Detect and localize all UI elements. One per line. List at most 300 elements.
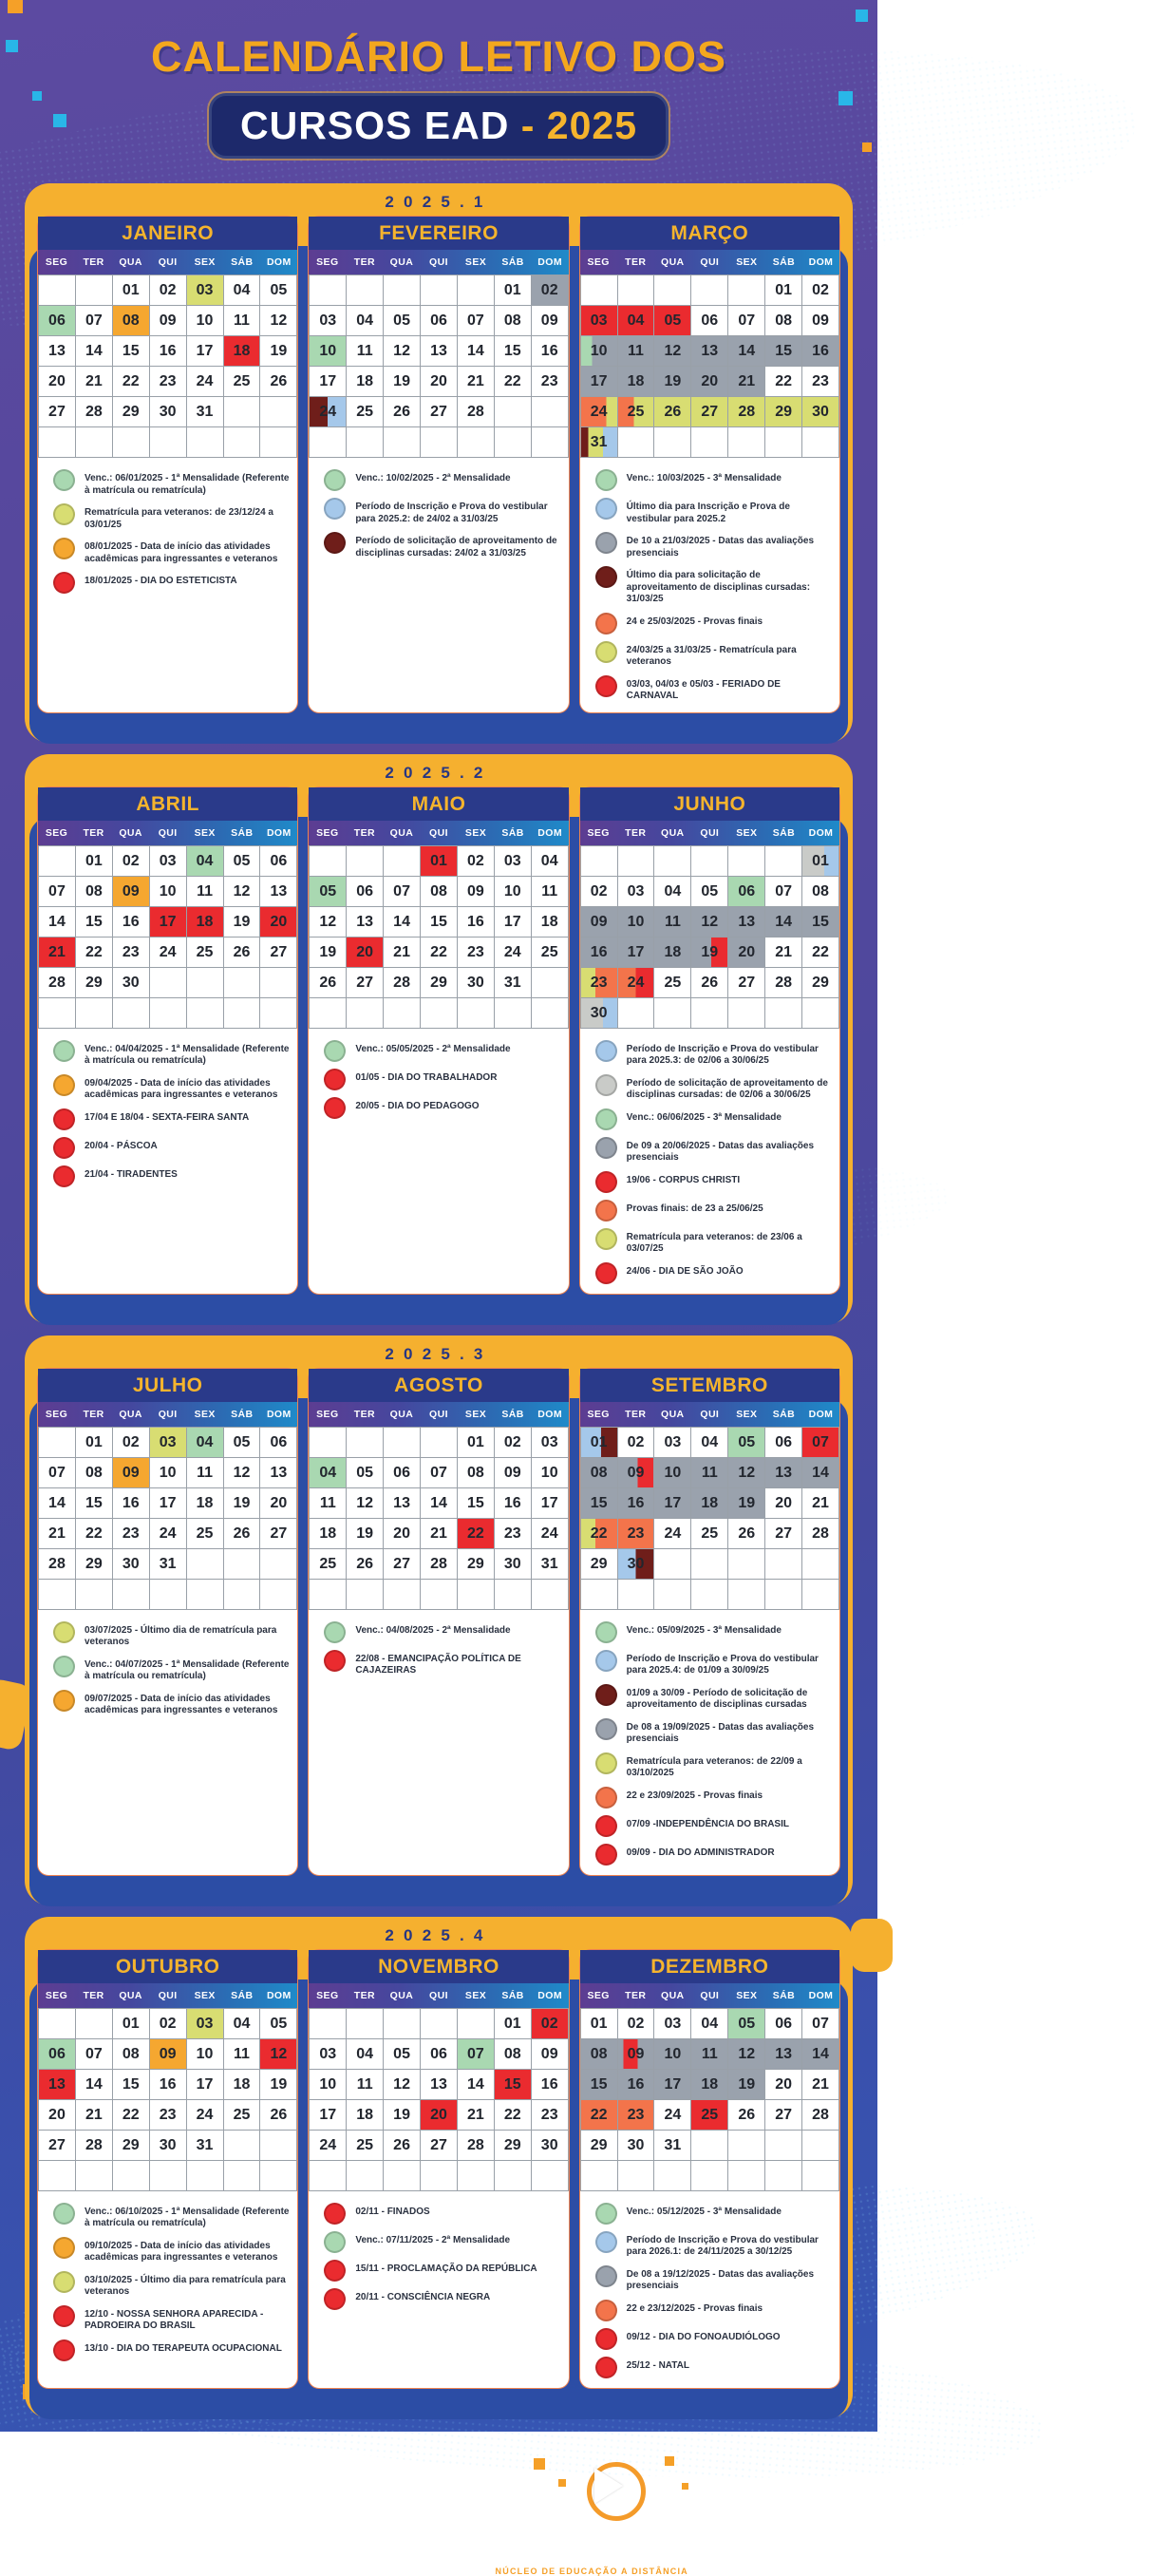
legend-color-dot — [595, 469, 617, 491]
day-cell: 09 — [495, 1458, 532, 1488]
month-legend — [580, 1029, 839, 1294]
day-cell: 10 — [532, 1458, 569, 1488]
day-cell: 25 — [187, 938, 224, 968]
day-cell: 22 — [765, 367, 802, 397]
legend-text: 25/12 - NATAL — [626, 2359, 689, 2371]
weekday-label: TER — [83, 256, 104, 268]
day-cell: 04 — [532, 846, 569, 877]
month-legend — [38, 1610, 297, 1727]
day-cell: 14 — [458, 2070, 495, 2100]
legend-color-dot — [324, 498, 346, 520]
day-cell-empty — [187, 2161, 224, 2191]
day-cell: 06 — [691, 306, 728, 336]
legend-item — [53, 2205, 290, 2230]
day-cell: 17 — [495, 907, 532, 938]
legend-text: Venc.: 05/05/2025 - 2ª Mensalidade — [355, 1043, 511, 1054]
day-cell: 03 — [310, 2039, 347, 2070]
day-cell-empty — [39, 1580, 76, 1610]
legend-color-dot — [595, 2300, 617, 2321]
month-grid — [309, 2008, 568, 2191]
day-cell-empty — [691, 846, 728, 877]
day-cell-empty — [618, 846, 655, 877]
legend-text: Período de Inscrição e Prova do vestibular para 2025.4: de 01/09 a 30/09/25 — [626, 1653, 819, 1676]
day-cell-empty — [495, 427, 532, 458]
legend-item — [53, 1110, 290, 1130]
day-cell: 20 — [260, 907, 297, 938]
weekday-label: QUI — [158, 256, 178, 268]
weekday-header — [38, 1402, 297, 1427]
legend-color-dot — [595, 1228, 617, 1250]
legend-text: 03/07/2025 - Último dia de rematrícula para veteranos — [85, 1624, 277, 1647]
day-cell: 23 — [532, 367, 569, 397]
legend-item — [595, 1652, 832, 1677]
day-cell: 18 — [187, 907, 224, 938]
legend-text: 19/06 - CORPUS CHRISTI — [626, 1174, 741, 1185]
day-cell: 29 — [76, 968, 113, 998]
day-cell: 15 — [76, 1488, 113, 1519]
day-cell: 23 — [618, 1519, 655, 1549]
legend-text: Período de solicitação de aproveitamento de disciplinas cursadas: de 02/06 a 30/06/25 — [626, 1077, 828, 1100]
day-cell-empty — [691, 275, 728, 306]
legend-item — [53, 1623, 290, 1649]
legend-item — [324, 1099, 560, 1119]
weekday-label: DOM — [808, 826, 834, 839]
month-panel-abril — [37, 786, 298, 1295]
day-cell: 28 — [384, 968, 421, 998]
month-title: ABRIL — [38, 787, 297, 821]
day-cell: 22 — [113, 2100, 150, 2131]
day-cell: 30 — [113, 968, 150, 998]
day-cell: 10 — [310, 336, 347, 367]
day-cell: 05 — [310, 877, 347, 907]
day-cell: 01 — [495, 2009, 532, 2039]
weekday-label: SÁB — [231, 256, 254, 268]
month-panel-outubro — [37, 1949, 298, 2389]
day-cell: 09 — [150, 2039, 187, 2070]
day-cell: 09 — [581, 907, 618, 938]
day-cell: 27 — [421, 397, 458, 427]
day-cell-empty — [802, 2131, 839, 2161]
day-cell: 23 — [458, 938, 495, 968]
day-cell: 11 — [532, 877, 569, 907]
weekday-label: SEX — [194, 1408, 216, 1420]
day-cell: 27 — [39, 397, 76, 427]
day-cell: 12 — [224, 877, 261, 907]
day-cell: 03 — [654, 1428, 691, 1458]
day-cell: 16 — [618, 2070, 655, 2100]
weekday-label: QUI — [429, 826, 448, 839]
day-cell-empty — [654, 2161, 691, 2191]
month-title: AGOSTO — [309, 1369, 568, 1402]
day-cell-empty — [691, 2131, 728, 2161]
day-cell: 28 — [76, 397, 113, 427]
day-cell-empty — [224, 1580, 261, 1610]
day-cell: 17 — [150, 1488, 187, 1519]
day-cell-empty — [347, 2009, 384, 2039]
day-cell-empty — [150, 968, 187, 998]
day-cell: 17 — [187, 336, 224, 367]
day-cell: 13 — [260, 877, 297, 907]
month-panel-janeiro — [37, 216, 298, 713]
day-cell: 20 — [728, 938, 765, 968]
legend-text: 03/03, 04/03 e 05/03 - FERIADO DE CARNAVAL — [626, 678, 781, 701]
day-cell: 18 — [224, 2070, 261, 2100]
legend-color-dot — [595, 2203, 617, 2225]
day-cell: 28 — [39, 968, 76, 998]
day-cell-empty — [347, 998, 384, 1029]
legend-item — [53, 1139, 290, 1159]
nead-logo — [496, 2485, 688, 2576]
weekday-label: SEX — [736, 1989, 758, 2001]
day-cell: 18 — [347, 367, 384, 397]
weekday-label: SÁB — [772, 1989, 796, 2001]
day-cell-empty — [310, 275, 347, 306]
quarter-label: 2025.3 — [385, 1344, 493, 1363]
day-cell: 02 — [150, 2009, 187, 2039]
day-cell: 01 — [421, 846, 458, 877]
day-cell: 13 — [728, 907, 765, 938]
weekday-label: QUA — [661, 1408, 685, 1420]
months-row — [37, 786, 840, 1295]
day-cell: 27 — [260, 938, 297, 968]
day-cell: 28 — [765, 968, 802, 998]
day-cell: 14 — [802, 1458, 839, 1488]
day-cell: 26 — [224, 1519, 261, 1549]
day-cell: 24 — [532, 1519, 569, 1549]
legend-item — [595, 1202, 832, 1222]
month-grid — [38, 275, 297, 458]
legend-color-dot — [53, 1137, 75, 1159]
day-cell: 19 — [691, 938, 728, 968]
legend-color-dot — [53, 572, 75, 594]
legend-item — [595, 1817, 832, 1837]
day-cell: 17 — [187, 2070, 224, 2100]
weekday-header — [309, 250, 568, 275]
day-cell: 12 — [260, 2039, 297, 2070]
legend-text: Último dia para Inscrição e Prova de vestibular para 2025.2 — [626, 502, 790, 524]
legend-text: Período de Inscrição e Prova do vestibular para 2025.3: de 02/06 a 30/06/25 — [626, 1043, 819, 1066]
poster-header — [0, 0, 877, 159]
poster-footer — [0, 2418, 877, 2576]
day-cell: 07 — [421, 1458, 458, 1488]
month-grid — [580, 1427, 839, 1610]
day-cell: 10 — [150, 1458, 187, 1488]
day-cell-empty — [310, 2009, 347, 2039]
day-cell-empty — [187, 1580, 224, 1610]
day-cell: 14 — [765, 907, 802, 938]
day-cell: 07 — [802, 2009, 839, 2039]
day-cell-empty — [224, 998, 261, 1029]
day-cell: 19 — [654, 367, 691, 397]
legend-color-dot — [595, 641, 617, 663]
day-cell: 08 — [421, 877, 458, 907]
legend-text: Venc.: 07/11/2025 - 2ª Mensalidade — [355, 2234, 511, 2245]
day-cell: 11 — [347, 2070, 384, 2100]
weekday-label: QUA — [389, 1989, 414, 2001]
day-cell: 26 — [654, 397, 691, 427]
legend-text: Venc.: 05/12/2025 - 3ª Mensalidade — [626, 2206, 782, 2217]
month-panel-agosto — [308, 1368, 569, 1876]
weekday-header — [38, 1983, 297, 2008]
day-cell-empty — [384, 1428, 421, 1458]
day-cell: 23 — [150, 367, 187, 397]
unifsm-wordmark: UNIFSM — [225, 2520, 377, 2563]
day-cell: 07 — [39, 1458, 76, 1488]
legend-color-dot — [324, 469, 346, 491]
day-cell: 07 — [802, 1428, 839, 1458]
day-cell-empty — [765, 1580, 802, 1610]
legend-item — [595, 2267, 832, 2293]
day-cell: 08 — [113, 306, 150, 336]
day-cell: 24 — [618, 968, 655, 998]
day-cell: 15 — [765, 336, 802, 367]
day-cell-empty — [347, 427, 384, 458]
day-cell: 15 — [458, 1488, 495, 1519]
day-cell: 16 — [532, 336, 569, 367]
day-cell: 30 — [802, 397, 839, 427]
day-cell: 10 — [618, 907, 655, 938]
day-cell: 05 — [384, 306, 421, 336]
weekday-header — [309, 1402, 568, 1427]
weekday-label: SEX — [194, 826, 216, 839]
day-cell: 31 — [532, 1549, 569, 1580]
day-cell: 28 — [458, 2131, 495, 2161]
day-cell: 26 — [691, 968, 728, 998]
day-cell: 14 — [39, 1488, 76, 1519]
day-cell: 20 — [421, 367, 458, 397]
day-cell: 22 — [495, 367, 532, 397]
day-cell: 27 — [260, 1519, 297, 1549]
day-cell: 24 — [187, 367, 224, 397]
day-cell: 09 — [532, 306, 569, 336]
day-cell: 03 — [618, 877, 655, 907]
weekday-label: SÁB — [501, 1408, 524, 1420]
day-cell: 04 — [618, 306, 655, 336]
legend-text: 21/04 - TIRADENTES — [85, 1168, 178, 1180]
day-cell-empty — [765, 427, 802, 458]
weekday-label: SEG — [45, 1408, 68, 1420]
legend-text: De 09 a 20/06/2025 - Datas das avaliações presenciais — [626, 1140, 815, 1163]
day-cell: 09 — [150, 306, 187, 336]
day-cell: 23 — [532, 2100, 569, 2131]
day-cell: 26 — [347, 1549, 384, 1580]
month-legend — [38, 2191, 297, 2371]
day-cell: 15 — [76, 907, 113, 938]
nead-decor-square — [534, 2458, 545, 2470]
day-cell-empty — [384, 275, 421, 306]
day-cell: 18 — [691, 1488, 728, 1519]
day-cell-empty — [532, 397, 569, 427]
day-cell-empty — [39, 427, 76, 458]
day-cell: 22 — [495, 2100, 532, 2131]
day-cell: 16 — [150, 336, 187, 367]
day-cell-empty — [310, 1580, 347, 1610]
day-cell: 12 — [260, 306, 297, 336]
legend-item — [595, 1230, 832, 1256]
day-cell: 04 — [310, 1458, 347, 1488]
legend-text: Rematrícula para veteranos: de 23/12/24 a 03/01/25 — [85, 507, 273, 530]
legend-color-dot — [53, 1108, 75, 1130]
legend-color-dot — [53, 1040, 75, 1062]
day-cell: 07 — [39, 877, 76, 907]
day-cell-empty — [532, 968, 569, 998]
day-cell: 30 — [532, 2131, 569, 2161]
month-legend — [309, 2191, 568, 2320]
legend-text: Venc.: 06/06/2025 - 3ª Mensalidade — [626, 1111, 782, 1123]
month-legend — [580, 458, 839, 712]
day-cell-empty — [458, 998, 495, 1029]
day-cell: 04 — [224, 2009, 261, 2039]
legend-color-dot — [595, 1787, 617, 1809]
legend-color-dot — [595, 566, 617, 588]
weekday-label: TER — [83, 1989, 104, 2001]
day-cell: 10 — [187, 2039, 224, 2070]
day-cell-empty — [310, 998, 347, 1029]
day-cell: 19 — [224, 907, 261, 938]
day-cell-empty — [421, 275, 458, 306]
day-cell: 21 — [76, 367, 113, 397]
months-row — [37, 216, 840, 713]
day-cell-empty — [618, 427, 655, 458]
legend-color-dot — [324, 1621, 346, 1643]
weekday-label: QUA — [389, 1408, 414, 1420]
day-cell: 02 — [495, 1428, 532, 1458]
day-cell: 08 — [495, 2039, 532, 2070]
day-cell: 23 — [618, 2100, 655, 2131]
day-cell-empty — [384, 2009, 421, 2039]
day-cell: 24 — [150, 938, 187, 968]
legend-item — [324, 1623, 560, 1643]
day-cell-empty — [691, 998, 728, 1029]
unifsm-logo — [189, 2462, 413, 2576]
day-cell: 12 — [728, 1458, 765, 1488]
day-cell: 21 — [421, 1519, 458, 1549]
day-cell: 26 — [728, 2100, 765, 2131]
day-cell: 16 — [495, 1488, 532, 1519]
legend-color-dot — [595, 1752, 617, 1774]
weekday-label: DOM — [537, 826, 562, 839]
weekday-label: TER — [625, 256, 647, 268]
day-cell: 27 — [39, 2131, 76, 2161]
weekday-label: DOM — [266, 1989, 292, 2001]
day-cell: 05 — [224, 846, 261, 877]
day-cell: 30 — [113, 1549, 150, 1580]
day-cell-empty — [113, 427, 150, 458]
day-cell: 16 — [802, 336, 839, 367]
day-cell: 26 — [224, 938, 261, 968]
month-title: FEVEREIRO — [309, 217, 568, 250]
day-cell: 29 — [581, 2131, 618, 2161]
legend-color-dot — [595, 1137, 617, 1159]
legend-item — [53, 1076, 290, 1102]
day-cell-empty — [260, 427, 297, 458]
legend-item — [324, 534, 560, 559]
quarters — [25, 183, 853, 2418]
legend-item — [595, 2301, 832, 2321]
day-cell: 11 — [691, 1458, 728, 1488]
day-cell: 17 — [150, 907, 187, 938]
day-cell: 09 — [802, 306, 839, 336]
day-cell: 31 — [187, 397, 224, 427]
weekday-label: TER — [625, 1989, 647, 2001]
day-cell-empty — [495, 397, 532, 427]
legend-item — [595, 568, 832, 606]
day-cell: 24 — [654, 1519, 691, 1549]
day-cell: 05 — [260, 2009, 297, 2039]
day-cell: 29 — [765, 397, 802, 427]
legend-item — [53, 2239, 290, 2264]
legend-item — [595, 615, 832, 635]
day-cell: 01 — [76, 1428, 113, 1458]
day-cell-empty — [691, 2161, 728, 2191]
day-cell: 29 — [458, 1549, 495, 1580]
day-cell: 12 — [384, 336, 421, 367]
day-cell-empty — [224, 397, 261, 427]
day-cell-empty — [691, 1580, 728, 1610]
month-title: MAIO — [309, 787, 568, 821]
day-cell: 21 — [802, 1488, 839, 1519]
day-cell-empty — [224, 2161, 261, 2191]
day-cell: 26 — [384, 397, 421, 427]
day-cell: 04 — [654, 877, 691, 907]
day-cell: 15 — [581, 2070, 618, 2100]
month-grid — [38, 845, 297, 1029]
weekday-label: QUI — [700, 1989, 720, 2001]
day-cell-empty — [187, 998, 224, 1029]
day-cell-empty — [765, 1549, 802, 1580]
day-cell: 14 — [421, 1488, 458, 1519]
day-cell: 26 — [260, 367, 297, 397]
day-cell: 27 — [765, 2100, 802, 2131]
quarter-2025.4 — [25, 1917, 853, 2418]
day-cell: 21 — [384, 938, 421, 968]
day-cell-empty — [458, 2009, 495, 2039]
weekday-label: SEX — [464, 256, 487, 268]
legend-text: 09/12 - DIA DO FONOAUDIÓLOGO — [626, 2331, 781, 2342]
day-cell-empty — [728, 1549, 765, 1580]
legend-color-dot — [595, 1171, 617, 1193]
weekday-label: DOM — [266, 1408, 292, 1420]
day-cell-empty — [187, 1549, 224, 1580]
legend-text: Período de solicitação de aproveitamento de disciplinas cursadas: 24/02 a 31/03/25 — [355, 536, 557, 559]
day-cell: 21 — [765, 938, 802, 968]
day-cell: 23 — [495, 1519, 532, 1549]
day-cell: 11 — [224, 2039, 261, 2070]
legend-item — [324, 1652, 560, 1677]
day-cell: 16 — [458, 907, 495, 938]
day-cell-empty — [76, 427, 113, 458]
day-cell-empty — [310, 427, 347, 458]
weekday-label: SÁB — [772, 826, 796, 839]
day-cell-empty — [654, 427, 691, 458]
legend-color-dot — [53, 1690, 75, 1712]
legend-text: Venc.: 10/03/2025 - 3ª Mensalidade — [626, 473, 782, 483]
day-cell-empty — [310, 2161, 347, 2191]
day-cell: 28 — [728, 397, 765, 427]
legend-text: 22 e 23/12/2025 - Provas finais — [626, 2302, 763, 2314]
day-cell-empty — [150, 2161, 187, 2191]
day-cell-empty — [384, 846, 421, 877]
day-cell: 19 — [384, 367, 421, 397]
weekday-label: QUA — [661, 256, 685, 268]
day-cell: 08 — [76, 1458, 113, 1488]
weekday-label: TER — [83, 1408, 104, 1420]
day-cell: 31 — [581, 427, 618, 458]
month-title: SETEMBRO — [580, 1369, 839, 1402]
day-cell: 13 — [39, 2070, 76, 2100]
legend-text: 22 e 23/09/2025 - Provas finais — [626, 1790, 763, 1801]
legend-item — [595, 2233, 832, 2259]
